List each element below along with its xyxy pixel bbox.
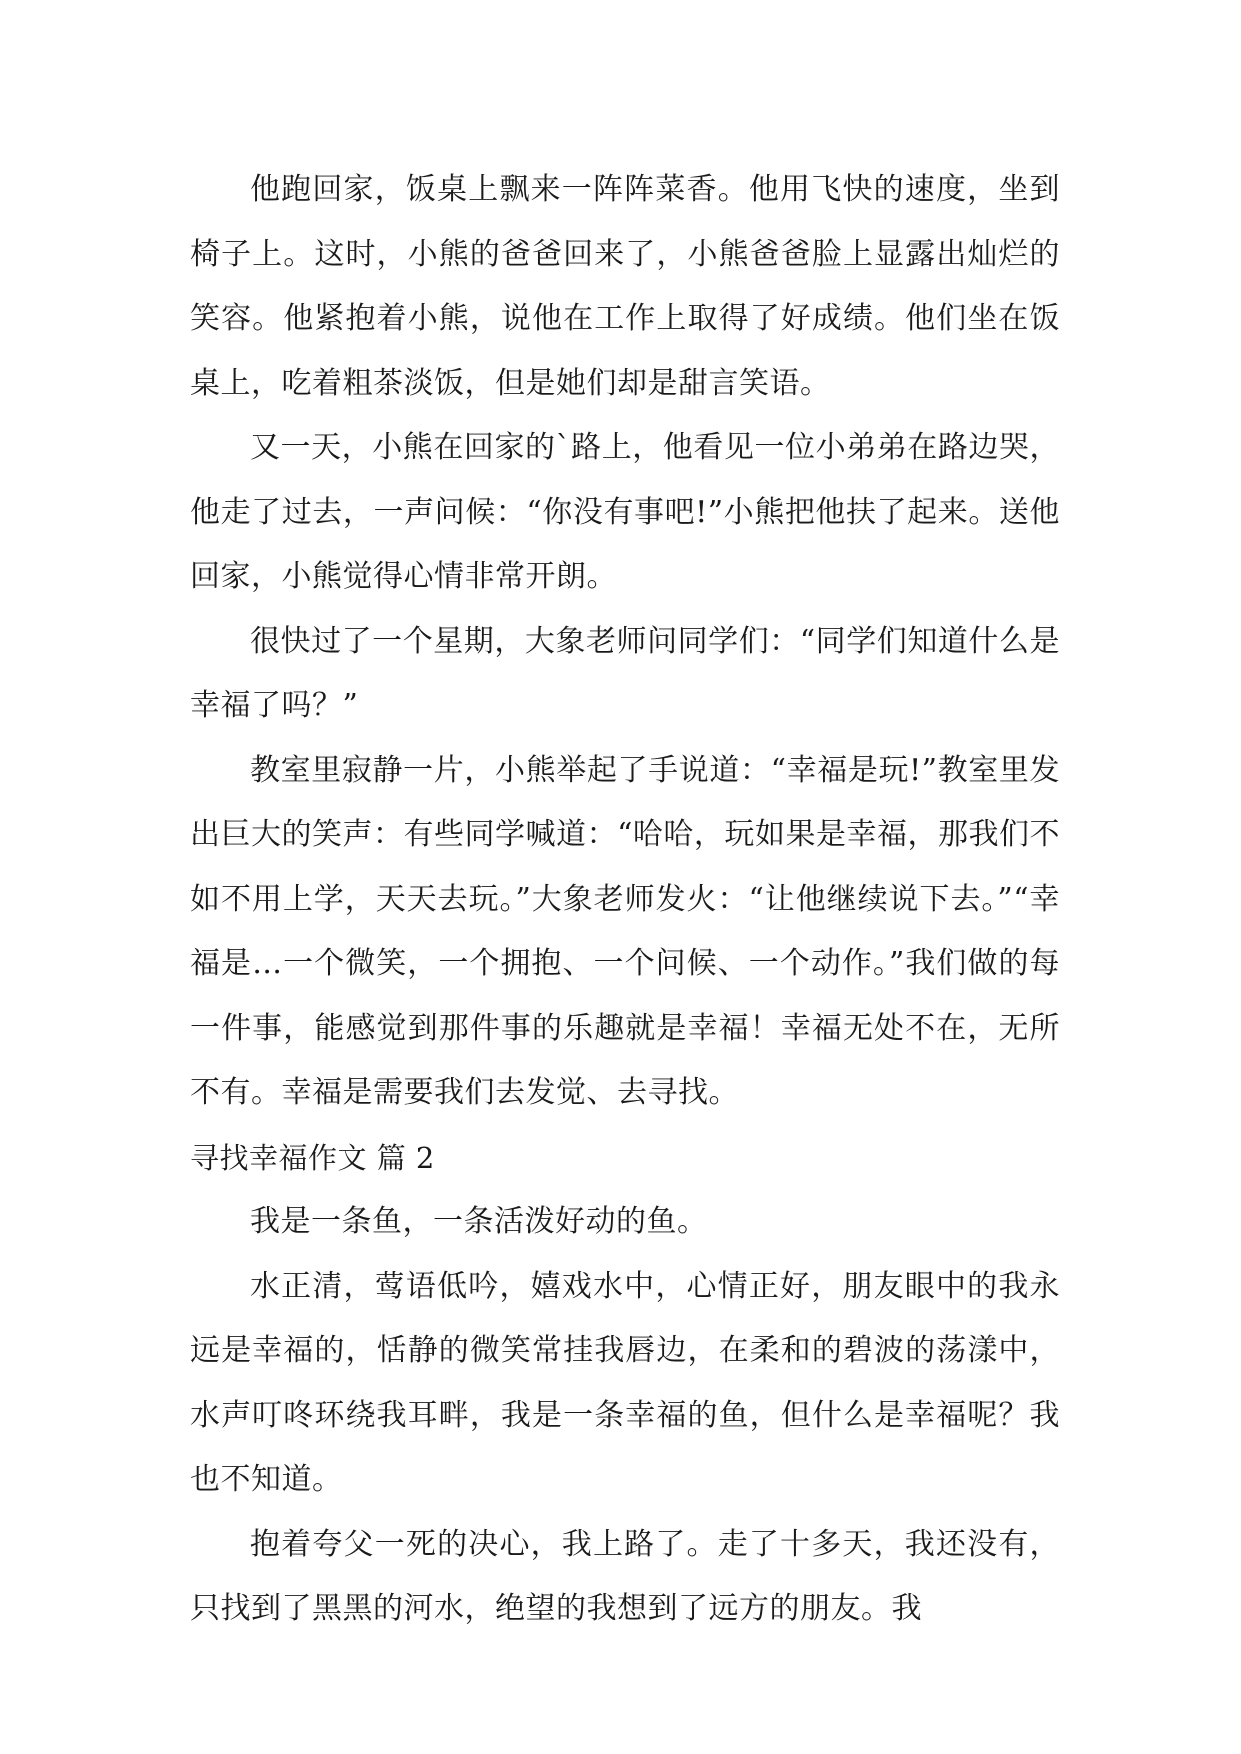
- paragraph-classroom-answer: 教室里寂静一片，小熊举起了手说道：“幸福是玩!”教室里发出巨大的笑声：有些同学喊道：“哈哈，玩如果是幸福，那我们不如不用上学，天天去玩。”大象老师发火：“让他继续说下去。”“幸福是…一个微笑，一个拥抱、一个问候、一个动作。”我们做的每一件事，能感觉到那件事的乐趣就是幸福！幸福无处不在，无所不有。幸福是需要我们去发觉、去寻找。: [190, 752, 1060, 1110]
- paragraph-fish-intro: 我是一条鱼，一条活泼好动的鱼。: [250, 1204, 708, 1239]
- document-body: [190, 158, 1060, 1642]
- paragraph-fish-happiness: 水正清，莺语低吟，嬉戏水中，心情正好，朋友眼中的我永远是幸福的，恬静的微笑常挂我唇边，在柔和的碧波的荡漾中，水声叮咚环绕我耳畔，我是一条幸福的鱼，但什么是幸福呢？我也不知道。: [190, 1268, 1060, 1497]
- paragraph-teacher-question: 很快过了一个星期，大象老师问同学们：“同学们知道什么是幸福了吗？”: [190, 623, 1060, 723]
- paragraph-fish-journey: 抱着夸父一死的决心，我上路了。走了十多天，我还没有，只找到了黑黑的河水，绝望的我想到了远方的朋友。我: [190, 1526, 1060, 1626]
- paragraph-dinner: 他跑回家，饭桌上飘来一阵阵菜香。他用飞快的速度，坐到椅子上。这时，小熊的爸爸回来了，小熊爸爸脸上显露出灿烂的笑容。他紧抱着小熊，说他在工作上取得了好成绩。他们坐在饭桌上，吃着粗茶淡饭，但是她们却是甜言笑语。: [190, 172, 1060, 401]
- paragraph-helping-boy: 又一天，小熊在回家的`路上，他看见一位小弟弟在路边哭，他走了过去，一声问候：“你没有事吧!”小熊把他扶了起来。送他回家，小熊觉得心情非常开朗。: [190, 430, 1060, 594]
- section-heading: 寻找幸福作文 篇 2: [190, 1140, 435, 1175]
